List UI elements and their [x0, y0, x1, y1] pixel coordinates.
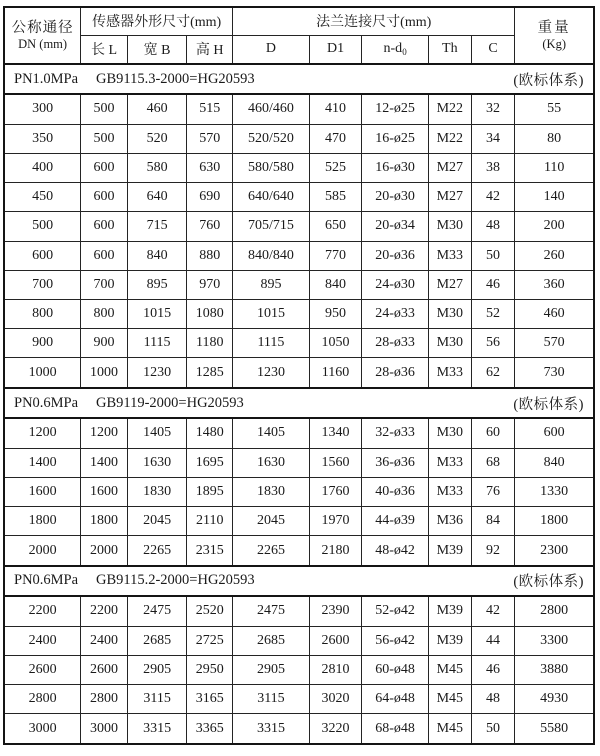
cell-c: 38	[471, 153, 515, 182]
cell-height-h: 1695	[187, 448, 233, 477]
cell-n-d0: 32-ø33	[362, 418, 429, 448]
cell-th: M33	[428, 358, 471, 388]
table-row	[4, 94, 594, 124]
cell-width-b: 1405	[127, 418, 187, 448]
col-header-weight-cn: 重量	[537, 19, 571, 36]
cell-dn: 450	[4, 183, 81, 212]
cell-d1: 1340	[309, 418, 362, 448]
cell-c: 48	[471, 685, 515, 714]
cell-length-l: 600	[81, 241, 128, 270]
cell-c: 56	[471, 329, 515, 358]
col-header-d1: D1	[309, 35, 362, 64]
pressure-rating: PN0.6MPa	[14, 394, 79, 411]
cell-width-b: 640	[127, 183, 187, 212]
standard-reference: GB9115.2-2000=HG20593	[96, 572, 255, 589]
cell-weight: 2300	[515, 536, 594, 566]
cell-weight: 110	[515, 153, 594, 182]
cell-length-l: 2200	[81, 596, 128, 626]
cell-d: 840/840	[233, 241, 310, 270]
cell-height-h: 2950	[187, 655, 233, 684]
cell-th: M27	[428, 153, 471, 182]
cell-d1: 470	[309, 124, 362, 153]
cell-d: 705/715	[233, 212, 310, 241]
col-header-c: C	[471, 35, 515, 64]
cell-dn: 900	[4, 329, 81, 358]
cell-length-l: 3000	[81, 714, 128, 744]
col-header-width-b: 宽 B	[127, 35, 187, 64]
col-header-d: D	[233, 35, 310, 64]
cell-weight: 3300	[515, 626, 594, 655]
table-row	[4, 536, 594, 566]
cell-c: 84	[471, 507, 515, 536]
cell-length-l: 800	[81, 300, 128, 329]
cell-n-d0: 36-ø36	[362, 448, 429, 477]
col-header-weight	[515, 7, 594, 64]
table-row	[4, 270, 594, 299]
cell-th: M33	[428, 448, 471, 477]
col-header-n-d0	[362, 35, 429, 64]
cell-n-d0: 52-ø42	[362, 596, 429, 626]
table-row	[4, 626, 594, 655]
cell-weight: 1800	[515, 507, 594, 536]
cell-height-h: 2520	[187, 596, 233, 626]
cell-d1: 585	[309, 183, 362, 212]
cell-d1: 3020	[309, 685, 362, 714]
cell-height-h: 2110	[187, 507, 233, 536]
cell-c: 92	[471, 536, 515, 566]
cell-dn: 500	[4, 212, 81, 241]
cell-dn: 1200	[4, 418, 81, 448]
cell-height-h: 570	[187, 124, 233, 153]
dimension-table	[3, 6, 595, 745]
cell-n-d0: 68-ø48	[362, 714, 429, 744]
cell-n-d0: 24-ø33	[362, 300, 429, 329]
standard-system-note: (欧标体系)	[513, 72, 584, 89]
cell-length-l: 1000	[81, 358, 128, 388]
cell-d: 1115	[233, 329, 310, 358]
cell-th: M30	[428, 418, 471, 448]
cell-height-h: 690	[187, 183, 233, 212]
cell-d: 2685	[233, 626, 310, 655]
standard-reference: GB9115.3-2000=HG20593	[96, 70, 255, 87]
cell-length-l: 1400	[81, 448, 128, 477]
cell-d1: 2180	[309, 536, 362, 566]
cell-th: M36	[428, 507, 471, 536]
cell-d1: 650	[309, 212, 362, 241]
cell-dn: 3000	[4, 714, 81, 744]
cell-th: M45	[428, 685, 471, 714]
cell-th: M27	[428, 270, 471, 299]
section-header-cell	[4, 566, 594, 596]
cell-weight: 600	[515, 418, 594, 448]
cell-n-d0: 28-ø36	[362, 358, 429, 388]
cell-dn: 2800	[4, 685, 81, 714]
cell-th: M30	[428, 212, 471, 241]
cell-length-l: 600	[81, 153, 128, 182]
cell-c: 76	[471, 477, 515, 506]
cell-d1: 525	[309, 153, 362, 182]
cell-th: M22	[428, 124, 471, 153]
cell-th: M45	[428, 714, 471, 744]
table-row	[4, 418, 594, 448]
section-header-row	[4, 64, 594, 94]
pressure-rating: PN0.6MPa	[14, 572, 79, 589]
cell-width-b: 1230	[127, 358, 187, 388]
cell-height-h: 1080	[187, 300, 233, 329]
cell-c: 60	[471, 418, 515, 448]
pressure-rating: PN1.0MPa	[14, 70, 79, 87]
cell-width-b: 840	[127, 241, 187, 270]
table-row	[4, 477, 594, 506]
cell-weight: 460	[515, 300, 594, 329]
cell-width-b: 3115	[127, 685, 187, 714]
cell-width-b: 460	[127, 94, 187, 124]
cell-dn: 2400	[4, 626, 81, 655]
cell-length-l: 1800	[81, 507, 128, 536]
table-row	[4, 685, 594, 714]
table-row	[4, 124, 594, 153]
cell-length-l: 2800	[81, 685, 128, 714]
table-row	[4, 358, 594, 388]
standard-reference: GB9119-2000=HG20593	[96, 394, 244, 411]
section-header-cell	[4, 64, 594, 94]
cell-d1: 1050	[309, 329, 362, 358]
cell-width-b: 2685	[127, 626, 187, 655]
table-row	[4, 153, 594, 182]
cell-d: 1230	[233, 358, 310, 388]
cell-d1: 410	[309, 94, 362, 124]
table-row	[4, 183, 594, 212]
cell-dn: 1800	[4, 507, 81, 536]
cell-height-h: 1895	[187, 477, 233, 506]
section-header-cell	[4, 388, 594, 418]
cell-d1: 770	[309, 241, 362, 270]
table-row	[4, 329, 594, 358]
cell-d: 3315	[233, 714, 310, 744]
cell-dn: 1000	[4, 358, 81, 388]
cell-d: 2045	[233, 507, 310, 536]
cell-c: 42	[471, 596, 515, 626]
cell-d1: 1560	[309, 448, 362, 477]
cell-n-d0: 64-ø48	[362, 685, 429, 714]
cell-weight: 200	[515, 212, 594, 241]
cell-weight: 55	[515, 94, 594, 124]
cell-n-d0: 40-ø36	[362, 477, 429, 506]
cell-width-b: 2475	[127, 596, 187, 626]
cell-n-d0: 48-ø42	[362, 536, 429, 566]
cell-c: 46	[471, 655, 515, 684]
cell-length-l: 2400	[81, 626, 128, 655]
cell-weight: 360	[515, 270, 594, 299]
cell-d: 520/520	[233, 124, 310, 153]
table-row	[4, 507, 594, 536]
cell-th: M27	[428, 183, 471, 212]
table-row	[4, 241, 594, 270]
cell-d: 2265	[233, 536, 310, 566]
n-d-base: n-d	[383, 41, 403, 57]
cell-height-h: 760	[187, 212, 233, 241]
cell-d1: 2810	[309, 655, 362, 684]
cell-n-d0: 20-ø36	[362, 241, 429, 270]
cell-length-l: 600	[81, 212, 128, 241]
cell-d1: 2600	[309, 626, 362, 655]
cell-width-b: 1015	[127, 300, 187, 329]
cell-dn: 700	[4, 270, 81, 299]
cell-weight: 840	[515, 448, 594, 477]
cell-c: 34	[471, 124, 515, 153]
cell-weight: 140	[515, 183, 594, 212]
cell-d: 2905	[233, 655, 310, 684]
cell-length-l: 1200	[81, 418, 128, 448]
col-group-sensor-dimensions: 传感器外形尺寸(mm)	[81, 7, 233, 35]
cell-height-h: 2315	[187, 536, 233, 566]
cell-dn: 800	[4, 300, 81, 329]
section-header-row	[4, 566, 594, 596]
cell-n-d0: 60-ø48	[362, 655, 429, 684]
cell-n-d0: 16-ø25	[362, 124, 429, 153]
cell-length-l: 900	[81, 329, 128, 358]
cell-c: 50	[471, 714, 515, 744]
cell-th: M30	[428, 329, 471, 358]
cell-d: 3115	[233, 685, 310, 714]
cell-n-d0: 12-ø25	[362, 94, 429, 124]
cell-n-d0: 44-ø39	[362, 507, 429, 536]
cell-th: M33	[428, 241, 471, 270]
cell-height-h: 2725	[187, 626, 233, 655]
cell-weight: 3880	[515, 655, 594, 684]
cell-dn: 2000	[4, 536, 81, 566]
cell-height-h: 3365	[187, 714, 233, 744]
cell-weight: 260	[515, 241, 594, 270]
table-row	[4, 212, 594, 241]
col-header-dn-unit: DN (mm)	[18, 36, 68, 51]
cell-length-l: 500	[81, 124, 128, 153]
cell-dn: 1400	[4, 448, 81, 477]
cell-c: 46	[471, 270, 515, 299]
cell-th: M22	[428, 94, 471, 124]
cell-d: 2475	[233, 596, 310, 626]
table-row	[4, 300, 594, 329]
cell-dn: 1600	[4, 477, 81, 506]
cell-length-l: 2600	[81, 655, 128, 684]
cell-length-l: 700	[81, 270, 128, 299]
cell-width-b: 1115	[127, 329, 187, 358]
cell-weight: 2800	[515, 596, 594, 626]
standard-system-note: (欧标体系)	[513, 574, 584, 591]
cell-th: M39	[428, 536, 471, 566]
cell-d1: 950	[309, 300, 362, 329]
cell-weight: 4930	[515, 685, 594, 714]
cell-dn: 350	[4, 124, 81, 153]
cell-d1: 1970	[309, 507, 362, 536]
cell-width-b: 1830	[127, 477, 187, 506]
cell-n-d0: 24-ø30	[362, 270, 429, 299]
cell-c: 52	[471, 300, 515, 329]
cell-c: 48	[471, 212, 515, 241]
cell-c: 68	[471, 448, 515, 477]
cell-d: 1405	[233, 418, 310, 448]
cell-d1: 840	[309, 270, 362, 299]
cell-height-h: 515	[187, 94, 233, 124]
cell-d: 1015	[233, 300, 310, 329]
cell-height-h: 1480	[187, 418, 233, 448]
cell-height-h: 3165	[187, 685, 233, 714]
cell-d: 1830	[233, 477, 310, 506]
table-row	[4, 655, 594, 684]
cell-dn: 2600	[4, 655, 81, 684]
cell-th: M39	[428, 596, 471, 626]
table-row	[4, 714, 594, 744]
cell-width-b: 1630	[127, 448, 187, 477]
cell-c: 42	[471, 183, 515, 212]
cell-width-b: 2045	[127, 507, 187, 536]
cell-weight: 730	[515, 358, 594, 388]
spec-sheet	[3, 6, 595, 745]
cell-c: 44	[471, 626, 515, 655]
cell-d: 640/640	[233, 183, 310, 212]
cell-weight: 80	[515, 124, 594, 153]
col-header-height-h: 高 H	[187, 35, 233, 64]
table-header	[4, 7, 594, 64]
cell-length-l: 600	[81, 183, 128, 212]
standard-system-note: (欧标体系)	[513, 396, 584, 413]
cell-d1: 3220	[309, 714, 362, 744]
cell-n-d0: 16-ø30	[362, 153, 429, 182]
cell-dn: 300	[4, 94, 81, 124]
cell-d1: 2390	[309, 596, 362, 626]
cell-th: M30	[428, 300, 471, 329]
cell-height-h: 970	[187, 270, 233, 299]
cell-weight: 570	[515, 329, 594, 358]
cell-n-d0: 28-ø33	[362, 329, 429, 358]
cell-n-d0: 20-ø30	[362, 183, 429, 212]
col-header-dn-cn: 公称通径	[11, 19, 74, 36]
cell-height-h: 880	[187, 241, 233, 270]
cell-d: 460/460	[233, 94, 310, 124]
col-header-weight-unit: (Kg)	[542, 36, 566, 51]
cell-length-l: 1600	[81, 477, 128, 506]
cell-width-b: 715	[127, 212, 187, 241]
n-d-subscript: 0	[402, 47, 407, 58]
cell-c: 62	[471, 358, 515, 388]
col-header-th: Th	[428, 35, 471, 64]
cell-length-l: 2000	[81, 536, 128, 566]
cell-width-b: 580	[127, 153, 187, 182]
cell-height-h: 1285	[187, 358, 233, 388]
cell-height-h: 630	[187, 153, 233, 182]
cell-dn: 400	[4, 153, 81, 182]
cell-c: 50	[471, 241, 515, 270]
cell-width-b: 2265	[127, 536, 187, 566]
section-header-row	[4, 388, 594, 418]
cell-d: 895	[233, 270, 310, 299]
col-group-flange-dimensions: 法兰连接尺寸(mm)	[233, 7, 515, 35]
cell-weight: 5580	[515, 714, 594, 744]
cell-c: 32	[471, 94, 515, 124]
cell-height-h: 1180	[187, 329, 233, 358]
col-header-dn	[4, 7, 81, 64]
cell-d1: 1160	[309, 358, 362, 388]
cell-weight: 1330	[515, 477, 594, 506]
cell-dn: 600	[4, 241, 81, 270]
cell-dn: 2200	[4, 596, 81, 626]
cell-d: 1630	[233, 448, 310, 477]
cell-th: M45	[428, 655, 471, 684]
cell-d1: 1760	[309, 477, 362, 506]
cell-th: M33	[428, 477, 471, 506]
cell-length-l: 500	[81, 94, 128, 124]
table-row	[4, 596, 594, 626]
col-header-length-l: 长 L	[81, 35, 128, 64]
cell-n-d0: 20-ø34	[362, 212, 429, 241]
cell-width-b: 520	[127, 124, 187, 153]
cell-d: 580/580	[233, 153, 310, 182]
cell-th: M39	[428, 626, 471, 655]
cell-width-b: 2905	[127, 655, 187, 684]
cell-width-b: 895	[127, 270, 187, 299]
cell-n-d0: 56-ø42	[362, 626, 429, 655]
cell-width-b: 3315	[127, 714, 187, 744]
table-row	[4, 448, 594, 477]
table-body	[4, 64, 594, 744]
